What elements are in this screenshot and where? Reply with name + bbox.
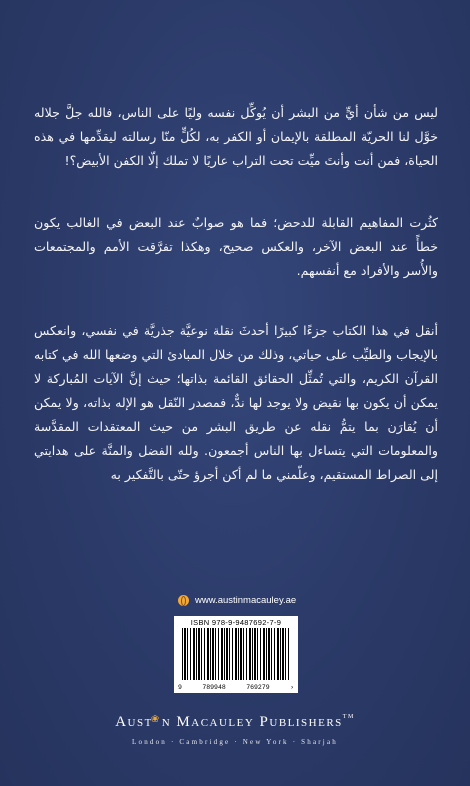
publisher-name-part: n Macauley Publishers <box>161 714 343 730</box>
isbn-barcode-box <box>174 616 298 693</box>
barcode-digit-group: 789948 <box>202 684 226 691</box>
barcode-icon <box>182 628 290 680</box>
publisher-cities: London · Cambridge · New York · Sharjah <box>132 738 338 746</box>
blurb-paragraph-1: ليس من شأن أيٍّ من البشر أن يُوكِّل نفسه وليًا على الناس، فالله جلَّ جلاله خوَّل لنا الحريّة المطلقة بالإيمان أو الكفر به، لكُلٍّ منّا رسالته ليقدِّمها في هذه الحياة، فمن أنت وأنتَ ميِّت تحت التراب عاريًا لا تملك إلّا الكفن الأبيض؟! <box>34 105 438 168</box>
globe-icon <box>178 595 189 606</box>
flame-icon: ❀ <box>150 714 161 725</box>
trademark: TM <box>342 714 355 720</box>
website-url: www.austinmacauley.ae <box>195 595 297 606</box>
publisher-name-part: Aust <box>115 714 153 730</box>
isbn-label: ISBN 978-9-9487692-7-9 <box>190 618 282 627</box>
blurb-paragraph-2: كثُرت المفاهيم القابلة للدحض؛ فما هو صوابٌ عند البعض في الغالب يكون خطأً عند البعض الآخر، والعكس صحيح، وهكذا تفرَّقت الأمم والمجتمعات والأُسر والأفراد مع أنفسهم. <box>34 215 438 278</box>
blurb-paragraph-3: أنقل في هذا الكتاب جزءًا كبيرًا أحدثَ نقلة نوعيَّة جذريَّة في نفسي، وانعكس بالإيجاب والطيِّب على حياتي، وذلك من خلال المبادئ التي وضعها الله في كتابه القرآن الكريم، والتي تُمثِّل الحقائق القائمة بذاتها؛ حيث إنَّ الآيات المُباركة لا يمكن أن يكون بها نقيض ولا يوجد لها ندٌّ، فمصدر النّقل هو الإله بذاته، ولا يمكن أن يُقارَن بما يتمُّ نقله عن طريق البشر من حيث المعتقدات المقدَّسة والمعلومات التي يتساءل بها الناس أجمعون. ولله الفضل والمنَّة على هدايتي إلى الصراط المستقيم، وعلّمني ما لم أكن أجرؤ حتّى بالتَّفكير به <box>34 323 438 482</box>
publisher-website <box>178 595 296 606</box>
barcode-digits <box>174 684 298 691</box>
publisher-logo <box>0 714 470 731</box>
barcode-digit-group: 9 <box>178 684 182 691</box>
barcode-digit-group: › <box>290 684 294 691</box>
barcode-digit-group: 769279 <box>246 684 270 691</box>
